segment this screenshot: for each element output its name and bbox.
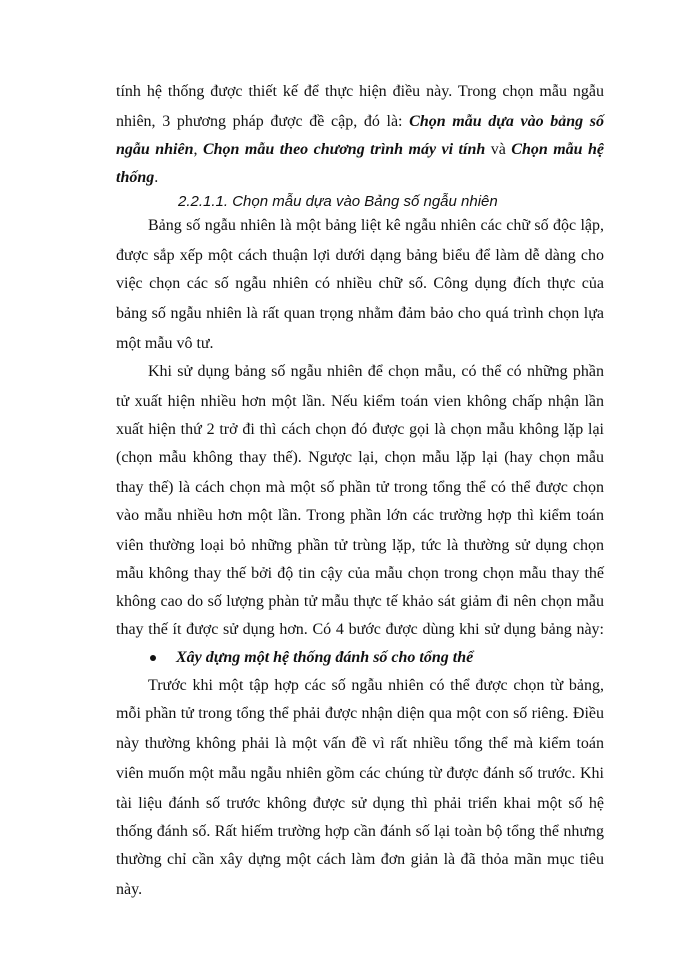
conjunction-text: và [485,141,512,158]
paragraph-1-line-4 [116,168,604,188]
paragraph-4-line: này thường không phải là một vấn đề vì rất nhiều tổng thể mà kiểm toán [116,735,604,752]
method-1-emphasis: Chọn mẫu dựa vào bảng số [409,113,605,130]
paragraph-2-line: được sắp xếp một cách thuận lợi dưới dạng bảng biểu để làm dễ dàng cho [116,247,604,264]
paragraph-2-line: Bảng số ngẫu nhiên là một bảng liệt kê ngẫu nhiên các chữ số độc lập, [148,217,604,234]
paragraph-3-line: (chọn mẫu không thay thế). Ngược lại, chọn mẫu lặp lại (hay chọn mẫu [116,449,604,466]
section-heading: 2.2.1.1. Chọn mẫu dựa vào Bảng số ngẫu nhiên [178,193,498,210]
paragraph-4-line: mỗi phần tử trong tổng thể phải được nhận diện qua một con số riêng. Điều [116,705,604,722]
paragraph-2-line: bảng số ngẫu nhiên là rất quan trọng nhằm đảm bảo cho quá trình chọn lựa [116,305,604,322]
paragraph-4-line: thống đánh số. Rất hiếm trường hợp cần đánh số lại toàn bộ tổng thể nhưng [116,823,604,840]
paragraph-3-line: thay thế) là cách chọn mà một số phần tử trong tổng thể có thể được chọn [116,479,604,496]
paragraph-1-line-2-text: nhiên, 3 phương pháp được đề cập, đó là: [116,113,410,130]
paragraph-3-line: tử xuất hiện nhiều hơn một lần. Nếu kiểm toán vien không chấp nhận lần [116,393,604,410]
paragraph-1-line-3 [116,140,604,160]
paragraph-3-line: không cao do số lượng phàn tử mẫu thực tế khảo sát giảm đi nên chọn mẫu [116,593,604,610]
paragraph-3-line: thay thế ít được sử dụng hơn. Có 4 bước được dùng khi sử dụng bảng này: [116,621,604,638]
method-2-emphasis: Chọn mẫu theo chương trình máy vi tính [202,141,486,158]
paragraph-3-line: xuất hiện thứ 2 trở đi thì cách chọn đó được gọi là chọn mẫu không lặp lại [116,421,604,438]
paragraph-3-line: viên thường loại bỏ những phần tử trùng lặp, tức là thường sử dụng chọn [116,537,604,554]
paragraph-4-line: thường chỉ cần xây dựng một cách làm đơn giản là đã thỏa mãn mục tiêu [116,851,604,868]
paragraph-2-line: một mẫu vô tư. [116,335,214,352]
paragraph-1-line-1: tính hệ thống được thiết kế để thực hiện điều này. Trong chọn mẫu ngẫu [116,83,604,100]
bullet-heading: Xây dựng một hệ thống đánh số cho tổng thể [176,649,474,666]
period-text: . [154,169,159,186]
separator-text: , [193,141,203,158]
paragraph-1-line-2 [116,112,604,132]
paragraph-2-line: việc chọn các số ngẫu nhiên có nhiều chữ số. Công dụng đích thực của [116,275,604,292]
paragraph-4-line: này. [116,881,143,898]
paragraph-3-line: mẫu không thay thế bởi độ tin cậy của mẫu chọn trong chọn mẫu thay thế [116,565,604,582]
bullet-dot-icon [150,655,156,661]
paragraph-4-line: viên muốn một mẫu ngẫu nhiên gồm các chúng từ được đánh số trước. Khi [116,765,604,782]
paragraph-4-line: tài liệu đánh số trước không được sử dụng thì phải triển khai một số hệ [116,795,604,812]
method-1-emphasis-cont: ngẫu nhiên [116,141,194,158]
paragraph-3-line: Khi sử dụng bảng số ngẫu nhiên để chọn mẫu, có thể có những phần [148,363,604,380]
paragraph-4-line: Trước khi một tập hợp các số ngẫu nhiên có thể được chọn từ bảng, [148,677,604,694]
paragraph-3-line: vào mẫu nhiều hơn một lần. Trong phần lớn các trường hợp thì kiểm toán [116,507,604,524]
method-3-emphasis: Chọn mẫu hệ [511,141,605,158]
method-3-emphasis-cont: thống [116,169,155,186]
